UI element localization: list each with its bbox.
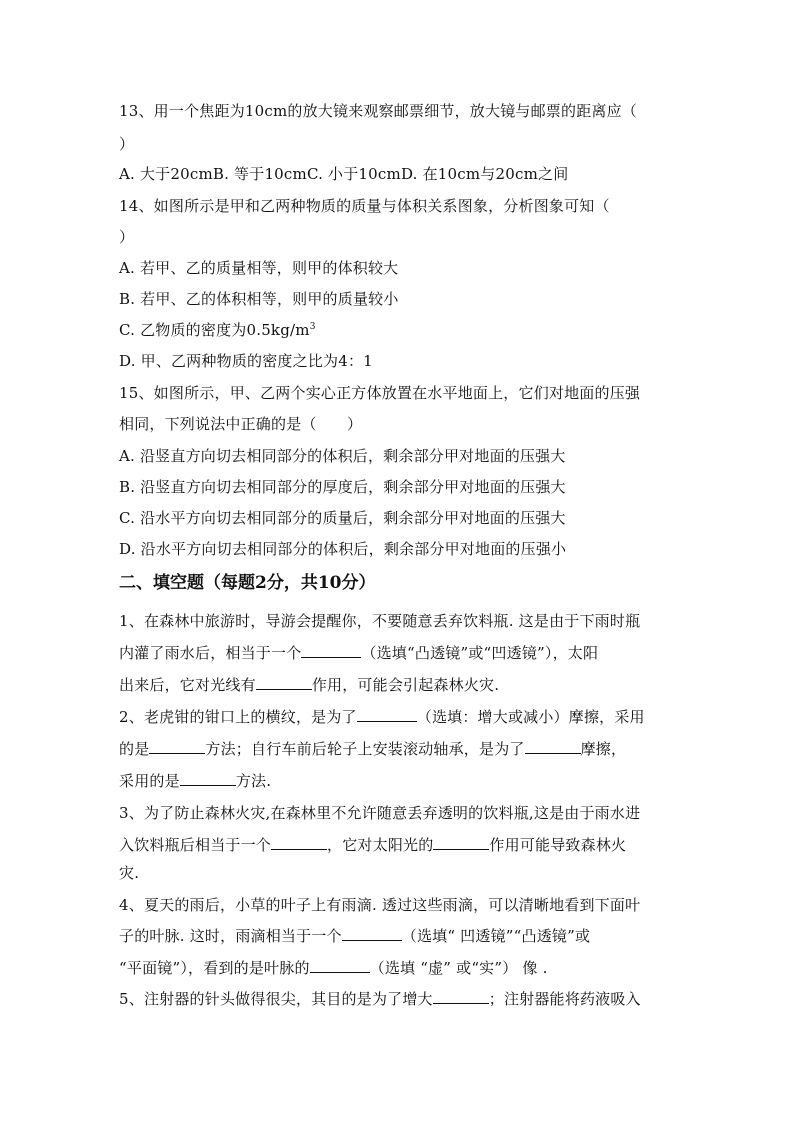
fill2-line2 [119,739,626,759]
fill3-line2 [119,835,626,855]
fill2-blank-1[interactable] [357,707,417,722]
fill2-line1 [119,707,645,727]
fill4-text-b: （选填“ 凹透镜”“凸透镜”或 [401,927,591,945]
fill1-text-c: 出来后，它对光线有 [119,676,256,694]
fill2-text-c: 的是 [119,740,150,758]
fill3-line1: 3、为了防止森林火灾,在森林里不允许随意丢弃透明的饮料瓶,这是由于雨水进 [119,804,641,822]
fill1-line2 [119,643,598,663]
fill4-text-d: （选填 “虚” 或“实”） 像 . [369,959,548,977]
fill4-blank-1[interactable] [342,926,402,941]
fill1-blank-1[interactable] [301,643,361,658]
q15-option-b: B. 沿竖直方向切去相同部分的厚度后，剩余部分甲对地面的压强大 [119,478,566,496]
q14-option-b: B. 若甲、乙的体积相等，则甲的质量较小 [119,290,399,308]
q14-stem-line2: ） [119,228,135,246]
fill4-text-a: 子的叶脉. 这时，雨滴相当于一个 [119,927,342,945]
fill5-text-a: 5、注射器的针头做得很尖，其目的是为了增大 [119,990,433,1008]
fill1-blank-2[interactable] [256,675,312,690]
fill2-blank-4[interactable] [180,771,236,786]
q14-option-c [119,320,316,340]
fill2-text-a: 2、老虎钳的钳口上的横纹，是为了 [119,708,357,726]
fill5-text-b: ；注射器能将药液吸入 [488,990,641,1008]
fill4-line2 [119,926,590,946]
fill4-line3 [119,958,548,978]
q14-option-c-superscript: 3 [309,322,316,332]
fill2-blank-3[interactable] [525,739,581,754]
fill2-text-d: 方法；自行车前后轮子上安装滚动轴承，是为了 [205,740,525,758]
q13-stem-line2: ） [119,135,135,153]
q14-option-d: D. 甲、乙两种物质的密度之比为4：1 [119,352,373,370]
q14-option-c-text: C. 乙物质的密度为0.5kg/m [119,321,310,339]
q14-stem-line1: 14、如图所示是甲和乙两种物质的质量与体积关系图象，分析图象可知（ [119,197,610,215]
q13-options: A. 大于20cmB. 等于10cmC. 小于10cmD. 在10cm与20cm之间 [119,165,569,183]
fill2-text-b: （选填：增大或减小）摩擦，采用 [416,708,645,726]
q15-option-c: C. 沿水平方向切去相同部分的质量后，剩余部分甲对地面的压强大 [119,509,566,527]
fill4-text-c: “平面镜”），看到的是叶脉的 [119,959,310,977]
fill1-text-b: （选填“凸透镜”或“凹透镜”），太阳 [361,644,599,662]
fill4-blank-2[interactable] [310,958,370,973]
q15-stem-line1: 15、如图所示，甲、乙两个实心正方体放置在水平地面上，它们对地面的压强 [119,384,641,402]
fill2-text-f: 采用的是 [119,772,180,790]
fill2-line3 [119,771,271,791]
fill5-blank-1[interactable] [433,989,489,1004]
fill2-text-g: 方法. [235,772,272,790]
fill1-line1: 1、在森林中旅游时，导游会提醒你，不要随意丢弃饮料瓶. 这是由于下雨时瓶 [119,612,641,630]
q15-stem-line2: 相同，下列说法中正确的是（ ） [119,415,363,433]
fill3-text-a: 入饮料瓶后相当于一个 [119,836,272,854]
fill1-line3 [119,675,499,695]
fill3-blank-2[interactable] [433,835,489,850]
q14-option-a: A. 若甲、乙的质量相等，则甲的体积较大 [119,259,399,277]
fill3-text-c: 作用可能导致森林火 [489,836,627,854]
q15-option-d: D. 沿水平方向切去相同部分的体积后，剩余部分甲对地面的压强小 [119,540,567,558]
fill3-text-b: ，它对太阳光的 [327,836,434,854]
section-heading: 二、填空题（每题2分，共10分） [119,573,376,593]
fill1-text-a: 内灌了雨水后，相当于一个 [119,644,302,662]
q13-stem-line1: 13、用一个焦距为10cm的放大镜来观察邮票细节，放大镜与邮票的距离应（ [119,102,638,120]
fill1-text-d: 作用，可能会引起森林火灾. [311,676,500,694]
q15-option-a: A. 沿竖直方向切去相同部分的体积后，剩余部分甲对地面的压强大 [119,447,566,465]
fill2-blank-2[interactable] [149,739,205,754]
fill5-line1 [119,989,641,1009]
fill2-text-e: 摩擦， [580,740,627,758]
fill4-line1: 4、夏天的雨后，小草的叶子上有雨滴. 透过这些雨滴，可以清晰地看到下面叶 [119,896,641,914]
fill3-line3: 灾. [119,864,140,882]
fill3-blank-1[interactable] [271,835,327,850]
